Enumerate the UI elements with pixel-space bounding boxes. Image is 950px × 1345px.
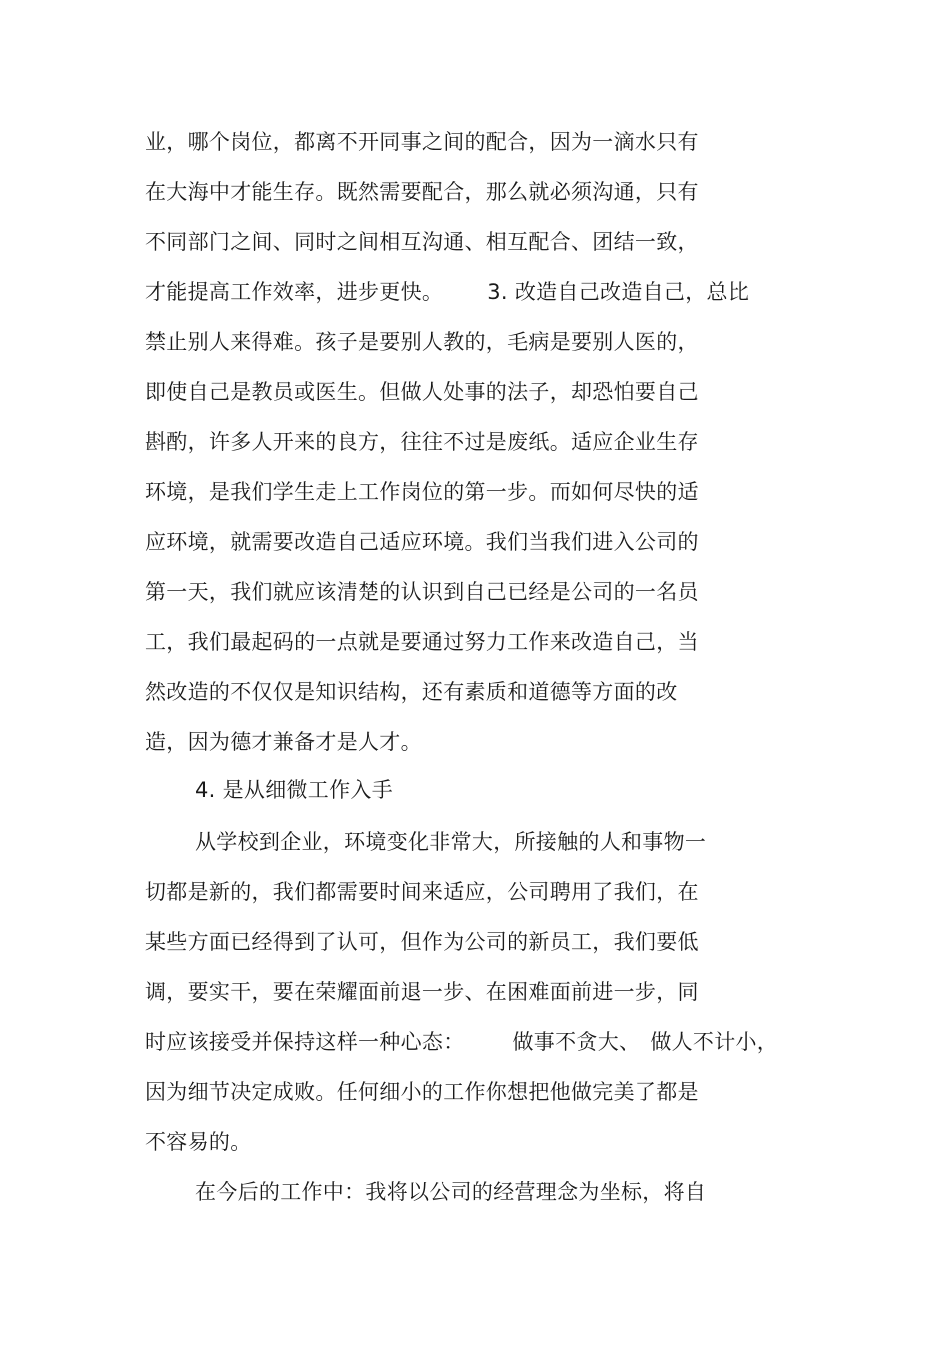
paragraph-line [145,528,699,556]
paragraph-line [145,428,699,456]
text-span: 业，哪个岗位，都离不开同事之间的配合，因为一滴水只有 [145,130,699,154]
text-span: 禁止别人来得难。孩子是要别人教的，毛病是要别人医的， [145,330,699,354]
paragraph-line [145,928,699,956]
text-span: 切都是新的，我们都需要时间来适应，公司聘用了我们，在 [145,880,699,904]
paragraph-line [145,128,699,156]
paragraph-line [145,1028,778,1056]
paragraph-line [195,828,706,856]
paragraph-line [145,728,422,756]
paragraph-line [145,278,749,306]
text-span: 因为细节决定成败。任何细小的工作你想把他做完美了都是 [145,1080,699,1104]
text-span: 不容易的。 [145,1130,252,1154]
paragraph-line [145,228,699,256]
text-span: 做人不计小， [650,1030,779,1054]
paragraph-line [145,878,699,906]
text-span: 然改造的不仅仅是知识结构，还有素质和道德等方面的改 [145,680,678,704]
text-span: 第一天，我们就应该清楚的认识到自己已经是公司的一名员 [145,580,699,604]
text-span: 应环境，就需要改造自己适应环境。我们当我们进入公司的 [145,530,699,554]
paragraph-line [145,978,699,1006]
paragraph-line [145,478,699,506]
text-span: 才能提高工作效率，进步更快。 [145,280,444,304]
paragraph-line [145,378,699,406]
text-span: 在大海中才能生存。既然需要配合，那么就必须沟通，只有 [145,180,699,204]
text-span: 在今后的工作中：我将以公司的经营理念为坐标，将自 [195,1180,707,1204]
text-span: 做事不贪大、 [512,1030,641,1054]
text-span: 4. 是从细微工作入手 [195,778,394,802]
section-heading-4 [195,776,393,804]
text-span: 某些方面已经得到了认可，但作为公司的新员工，我们要低 [145,930,699,954]
text-span: 造，因为德才兼备才是人才。 [145,730,422,754]
paragraph-line [145,628,699,656]
text-span: 不同部门之间、同时之间相互沟通、相互配合、团结一致， [145,230,699,254]
text-span: 即使自己是教员或医生。但做人处事的法子，却恐怕要自己 [145,380,699,404]
section-heading-3: 3. 改造自己改造自己，总比 [487,280,750,304]
text-span: 斟酌，许多人开来的良方，往往不过是废纸。适应企业生存 [145,430,699,454]
paragraph-line [195,1178,706,1206]
text-span: 工，我们最起码的一点就是要通过努力工作来改造自己，当 [145,630,699,654]
paragraph-line [145,578,699,606]
paragraph-line [145,678,678,706]
paragraph-line [145,1078,699,1106]
text-span: 环境，是我们学生走上工作岗位的第一步。而如何尽快的适 [145,480,699,504]
paragraph-line [145,178,699,206]
text-span: 从学校到企业，环境变化非常大，所接触的人和事物一 [195,830,707,854]
paragraph-line [145,328,699,356]
paragraph-line [145,1128,252,1156]
text-span: 时应该接受并保持这样一种心态： [145,1030,465,1054]
text-span: 调，要实干，要在荣耀面前退一步、在困难面前进一步，同 [145,980,699,1004]
